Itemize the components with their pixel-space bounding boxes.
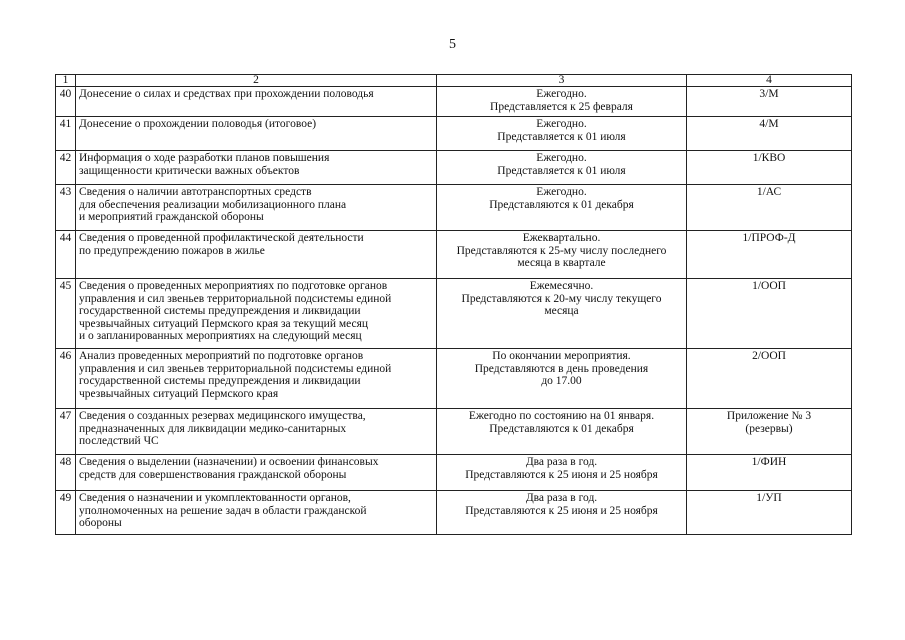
row-number: 47 bbox=[56, 409, 76, 455]
column-header: 3 bbox=[437, 75, 687, 87]
table-row bbox=[56, 117, 852, 151]
report-name: Донесение о силах и средствах при прохождении половодья bbox=[76, 87, 437, 117]
report-form-code: 3/М bbox=[687, 87, 852, 117]
row-number: 43 bbox=[56, 185, 76, 231]
report-form-code: 4/М bbox=[687, 117, 852, 151]
report-name: Информация о ходе разработки планов повышения защищенности критически важных объектов bbox=[76, 151, 437, 185]
row-number: 40 bbox=[56, 87, 76, 117]
report-form-code: 1/УП bbox=[687, 491, 852, 535]
row-number: 44 bbox=[56, 231, 76, 279]
report-name: Анализ проведенных мероприятий по подготовке органов управления и сил звеньев территориальной подсистемы единой государственной системы предупреждения и ликвидации чрезвычайных ситуаций Пермского края bbox=[76, 349, 437, 409]
row-number: 48 bbox=[56, 455, 76, 491]
row-number: 41 bbox=[56, 117, 76, 151]
report-form-code: 1/ПРОФ-Д bbox=[687, 231, 852, 279]
report-deadline: Ежеквартально. Представляются к 25-му числу последнего месяца в квартале bbox=[437, 231, 687, 279]
report-deadline: По окончании мероприятия. Представляются в день проведения до 17.00 bbox=[437, 349, 687, 409]
report-deadline: Два раза в год. Представляются к 25 июня и 25 ноября bbox=[437, 455, 687, 491]
report-deadline: Ежегодно. Представляется к 01 июля bbox=[437, 151, 687, 185]
report-deadline: Два раза в год. Представляются к 25 июня и 25 ноября bbox=[437, 491, 687, 535]
report-form-code: Приложение № 3 (резервы) bbox=[687, 409, 852, 455]
report-form-code: 1/АС bbox=[687, 185, 852, 231]
row-number: 42 bbox=[56, 151, 76, 185]
table-row bbox=[56, 491, 852, 535]
report-name: Сведения о назначении и укомплектованности органов, уполномоченных на решение задач в области гражданской обороны bbox=[76, 491, 437, 535]
table-row bbox=[56, 185, 852, 231]
report-deadline: Ежемесячно. Представляются к 20-му числу текущего месяца bbox=[437, 279, 687, 349]
row-number: 46 bbox=[56, 349, 76, 409]
table-row bbox=[56, 279, 852, 349]
report-name: Сведения о наличии автотранспортных средств для обеспечения реализации мобилизационного плана и мероприятий гражданской обороны bbox=[76, 185, 437, 231]
table-row bbox=[56, 455, 852, 491]
report-name: Сведения о проведенной профилактической деятельности по предупреждению пожаров в жилье bbox=[76, 231, 437, 279]
column-header: 1 bbox=[56, 75, 76, 87]
table-row bbox=[56, 231, 852, 279]
column-header: 2 bbox=[76, 75, 437, 87]
report-form-code: 1/ФИН bbox=[687, 455, 852, 491]
column-header: 4 bbox=[687, 75, 852, 87]
page-number: 5 bbox=[449, 37, 456, 52]
report-deadline: Ежегодно. Представляется к 25 февраля bbox=[437, 87, 687, 117]
table-row bbox=[56, 409, 852, 455]
report-form-code: 2/ООП bbox=[687, 349, 852, 409]
table-row bbox=[56, 87, 852, 117]
row-number: 45 bbox=[56, 279, 76, 349]
report-deadline: Ежегодно. Представляется к 01 июля bbox=[437, 117, 687, 151]
table-header-row bbox=[56, 75, 852, 87]
report-deadline: Ежегодно. Представляются к 01 декабря bbox=[437, 185, 687, 231]
report-deadline: Ежегодно по состоянию на 01 января. Представляются к 01 декабря bbox=[437, 409, 687, 455]
reports-table bbox=[55, 74, 852, 535]
report-form-code: 1/ООП bbox=[687, 279, 852, 349]
report-name: Донесение о прохождении половодья (итоговое) bbox=[76, 117, 437, 151]
table-row bbox=[56, 151, 852, 185]
report-name: Сведения о выделении (назначении) и освоении финансовых средств для совершенствования гражданской обороны bbox=[76, 455, 437, 491]
report-name: Сведения о созданных резервах медицинского имущества, предназначенных для ликвидации медико-санитарных последствий ЧС bbox=[76, 409, 437, 455]
report-form-code: 1/КВО bbox=[687, 151, 852, 185]
report-name: Сведения о проведенных мероприятиях по подготовке органов управления и сил звеньев территориальной подсистемы единой государственной системы предупреждения и ликвидации чрезвычайных ситуаций Пермского края за текущий месяц и о запланированных мероприятиях на следующий месяц bbox=[76, 279, 437, 349]
table-row bbox=[56, 349, 852, 409]
row-number: 49 bbox=[56, 491, 76, 535]
